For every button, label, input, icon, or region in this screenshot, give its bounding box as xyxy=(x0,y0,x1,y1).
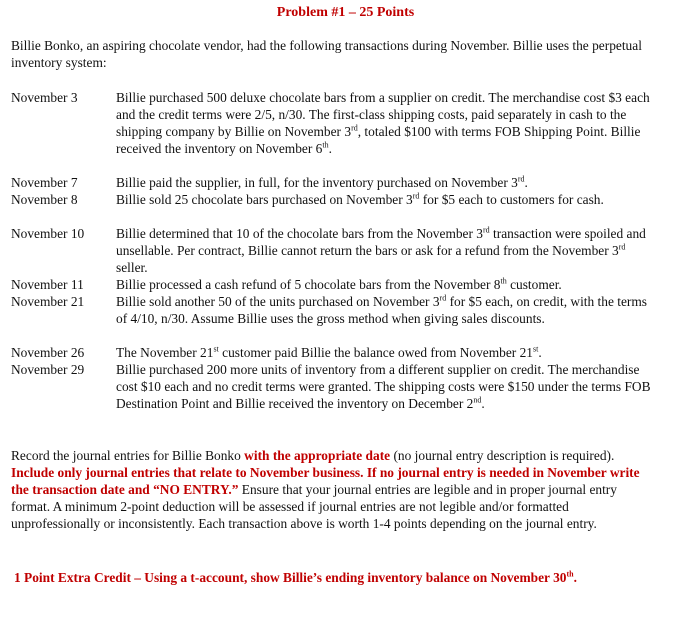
transaction-date: November 8 xyxy=(11,192,78,207)
transaction-description: Billie processed a cash refund of 5 chocolate bars from the November 8th customer. xyxy=(116,276,562,292)
transaction-description: The November 21st customer paid Billie the balance owed from November 21st. xyxy=(116,344,542,360)
transaction-date: November 10 xyxy=(11,226,85,241)
transaction-date: November 11 xyxy=(11,277,84,292)
transaction-description: Billie sold 25 chocolate bars purchased on November 3rd for $5 each to customers for cash. xyxy=(116,191,604,207)
transaction-description: Billie determined that 10 of the chocolate bars from the November 3rd transaction were spoiled and unsellable. Per contract, Billie cannot return the bars or ask for a refund from the November 3rd seller. xyxy=(116,225,646,275)
transaction-nov-21 xyxy=(11,293,651,327)
transaction-date: November 7 xyxy=(11,175,78,190)
transaction-description: Billie purchased 500 deluxe chocolate bars from a supplier on credit. The merchandise cost $3 each and the credit terms were 2/5, n/30. The first-class shipping costs, paid separately in cash to the shipping company by Billie on November 3rd, totaled $100 with terms FOB Shipping Point. Billie received the inventory on November 6th. xyxy=(116,90,650,156)
transaction-date: November 29 xyxy=(11,362,85,377)
transaction-nov-29 xyxy=(11,361,651,412)
emphasis-november-only: Include only journal entries that relate to November business. If no journal entry is needed in November write the transaction date and “NO ENTRY.” xyxy=(11,465,640,497)
transaction-nov-3 xyxy=(11,89,651,157)
transaction-date: November 3 xyxy=(11,90,78,105)
problem-title: Problem #1 – 25 Points xyxy=(276,5,415,20)
intro-paragraph: Billie Bonko, an aspiring chocolate vendor, had the following transactions during November. Billie uses the perpetual inventory system: xyxy=(11,38,642,70)
transaction-nov-11 xyxy=(11,276,651,293)
extra-credit-line: 1 Point Extra Credit – Using a t-account, show Billie’s ending inventory balance on November 30th. xyxy=(14,569,577,585)
transaction-date: November 26 xyxy=(11,345,85,360)
transaction-nov-8 xyxy=(11,191,651,208)
transaction-nov-26 xyxy=(11,344,651,361)
transaction-description: Billie paid the supplier, in full, for the inventory purchased on November 3rd. xyxy=(116,174,528,190)
transaction-date: November 21 xyxy=(11,294,85,309)
transaction-description: Billie sold another 50 of the units purchased on November 3rd for $5 each, on credit, with the terms of 4/10, n/30. Assume Billie uses the gross method when giving sales discounts. xyxy=(116,293,648,326)
instructions-paragraph: Record the journal entries for Billie Bonko with the appropriate date (no journal entry description is required). Include only journal entries that relate to November business. If no journal entry is needed in November write the transaction date and “NO ENTRY.” Ensure that your journal entries are legible and in proper journal entry format. A minimum 2-point deduction will be assessed if journal entries are not legible and/or formatted unprofessionally or inconsistently. Each transaction above is worth 1-4 points depending on the journal entry. xyxy=(11,448,640,531)
transaction-nov-10 xyxy=(11,225,651,276)
emphasis-date: with the appropriate date xyxy=(244,448,391,463)
transaction-description: Billie purchased 200 more units of inventory from a different supplier on credit. The merchandise cost $10 each and no credit terms were granted. The shipping costs were $150 under the terms FOB Destination Point and Billie received the inventory on December 2nd. xyxy=(116,362,651,411)
transaction-nov-7 xyxy=(11,174,651,191)
